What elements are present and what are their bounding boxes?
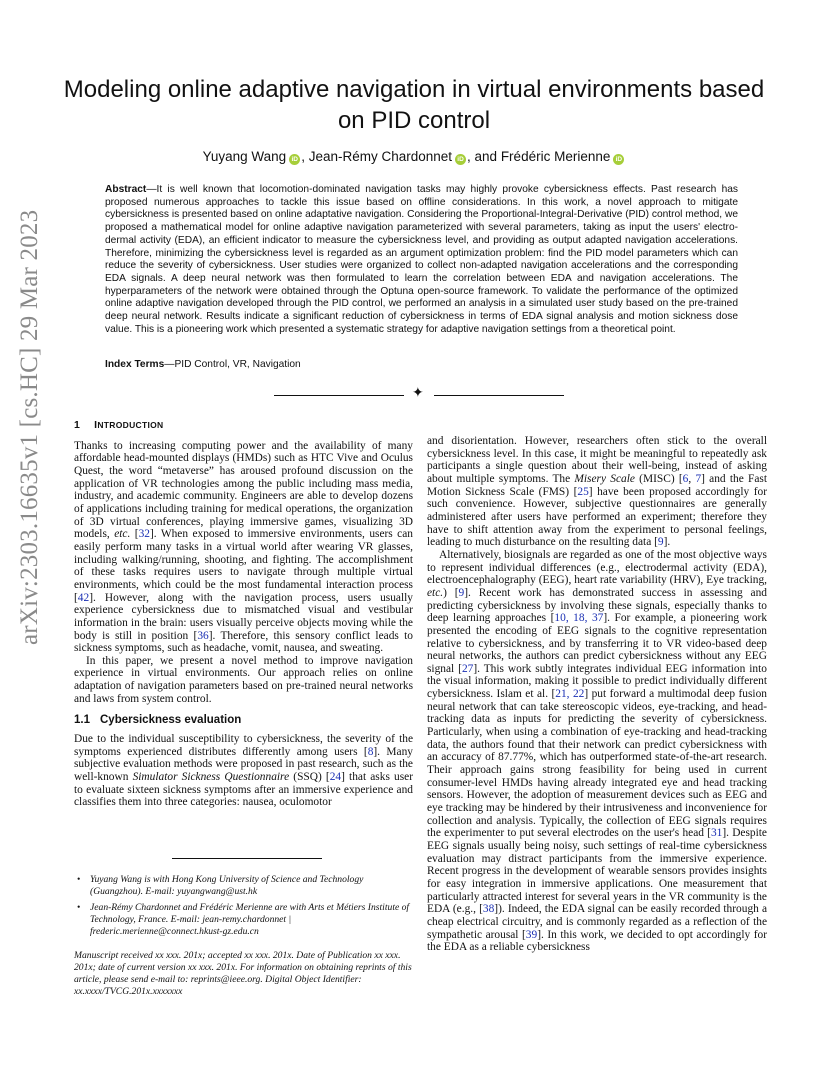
author-name: Jean-Rémy Chardonnet — [308, 149, 453, 164]
citation-link[interactable]: 27 — [461, 662, 474, 675]
citation-link[interactable]: 39 — [525, 928, 538, 941]
citation-link[interactable]: 25 — [577, 485, 589, 498]
citation-link[interactable]: 9 — [458, 586, 465, 599]
footnote-rule — [172, 858, 322, 859]
index-terms-text: —PID Control, VR, Navigation — [164, 359, 301, 370]
abstract-label: Abstract — [105, 184, 147, 195]
abstract-text: —It is well known that locomotion-dominated navigation tasks may highly provoke cybersickness effects. Past research has proposed numerous approaches to tackle this issue based on offline considerations. In this work, a novel approach to mitigate cybersickness is presented based on online adaptative navigation. Considering the Proportional-Integral-Derivative (PID) control method, we proposed a mathematical model for online adaptive navigation parameterized with several parameters, taking as input the users' electro-dermal activity (EDA), an efficient indicator to measure the cybersickness level, and providing as output adapted navigation accelerations. Therefore, minimizing the cybersickness level is regarded as an argument optimization problem: find the PID model parameters which can reduce the severity of cybersickness. User studies were organized to collect non-adapted navigation accelerations and the corresponding EDA signals. A deep neural network was then formulated to learn the correlation between EDA and navigation accelerations. The hyperparameters of the network were obtained through the Optuna open-source framework. To validate the performance of the optimized online adaptive navigation developed through the PID control, we performed an analysis in a simulated user study based on the pre-trained deep neural network. Results indicate a significant reduction of cybersickness in terms of EDA signal analysis and motion sickness dose value. This is a pioneering work which presented a systematic strategy for adaptive navigation settings from a theoretical point. — [105, 184, 738, 335]
citation-link[interactable]: 42 — [77, 591, 90, 604]
section-number: 1 — [74, 419, 81, 431]
citation-link[interactable]: 7 — [695, 472, 702, 485]
bullet-icon: • — [77, 874, 81, 885]
orcid-icon[interactable]: iD — [455, 154, 466, 165]
paragraph: Due to the individual susceptibility to cybersickness, the severity of the symptoms experienced distributes differently among users [8]. Many subjective evaluation methods were proposed in past research, such as the well-known Simulator Sickness Questionnaire (SSQ) [24] that asks user to evaluate sixteen sickness symptoms after an immersive experience and classifies them into three categories: nausea, oculomotor — [74, 733, 413, 809]
paper-title: Modeling online adaptive navigation in virtual environments based on PID control — [63, 76, 765, 134]
paragraph: and disorientation. However, researchers often stick to the overall cybersickness level. In this case, it might be meaningful to repeatedly ask participants a single question about their well-being, instead of asking about multiple symptoms. The Misery Scale (MISC) [6, 7] and the Fast Motion Sickness Scale (FMS) [25] have been proposed accordingly for such convenience. However, subjective questionnaires are generally administered after users have performed an experiment; therefore they have to shift attention away from the experiment to personal feelings, leading to much disturbance on the resulting data [9]. — [427, 435, 768, 549]
paragraph: Alternatively, biosignals are regarded as one of the most objective ways to represent individual differences (e.g., electrodermal activity (EDA), electroencephalography (EEG), heart rate variability (HRV), Eye tracking, etc.) [9]. Recent work has demonstrated success in assessing and predicting cybersickness by involving these signals, especially thanks to deep learning approaches [10, 18, 37]. For example, a pioneering work presented the encoding of EEG signals to the cognitive representation relative to cybersickness, and by transferring it to VR video-based deep neural networks, the authors can predict cybersickness without any EEG signal [27]. This work subtly integrates individual EEG information into the visual information, making it possible to predict individually different cybersickness. Islam et al. [21, 22] put forward a multimodal deep fusion neural network that can take stereoscopic videos, eye-tracking, and head-tracking data as inputs for predicting the severity of cybersickness. Particularly, when using a combination of eye-tracking and head-tracking data, the authors found that their network can predict cybersickness with an accuracy of 87.77%, which has outperformed state-of-the-art research. Their approach gains strong feasibility for being used in current consumer-level HMDs having already integrated eye and head tracking sensors. However, the adoption of measurement devices such as EEG and eye tracking may be hindered by their intrusiveness and inconvenience for collection and analysis. Typically, the collection of EEG signals requires the experimenter to put several electrodes on the user's head [31]. Despite EEG signals usually being noisy, such settings of real-time cybersickness evaluation may distract participants from the immersive experience. Recent progress in the development of wearable sensors provides insights for easy integration in immersive applications. One measurement that particularly attracted interest for several years in the VR community is the EDA (e.g., [38]). Indeed, the EDA signal can be easily recorded through a cheap electrical circuitry, and is commonly regarded as a reflection of the sympathetic arousal [39]. In this work, we decided to opt accordingly for the EDA as a reliable cybersickness — [427, 548, 768, 954]
footnotes — [74, 874, 413, 998]
citation-link[interactable]: 32 — [138, 528, 150, 541]
right-column — [427, 435, 767, 954]
author-list — [60, 149, 768, 165]
citation-link[interactable]: 8 — [367, 745, 374, 758]
index-terms — [105, 359, 738, 372]
citation-link[interactable]: 36 — [197, 629, 209, 642]
citation-link[interactable]: 9 — [657, 536, 664, 549]
divider-line-right — [434, 395, 564, 396]
abstract — [105, 184, 738, 336]
orcid-icon[interactable]: iD — [613, 154, 624, 165]
subsection-heading-cybersickness-evaluation: 1.1 Cybersickness evaluation — [74, 714, 242, 727]
citation-link[interactable]: 10, 18, 37 — [554, 612, 604, 625]
citation-link[interactable]: 6 — [682, 472, 689, 485]
citation-link[interactable]: 24 — [329, 771, 342, 784]
author-name: Yuyang Wang — [202, 149, 287, 164]
author-separator: , and — [467, 149, 501, 164]
author-separator: , — [301, 149, 309, 164]
footnote-item: • Yuyang Wang is with Hong Kong University of Science and Technology (Guangzhou). E-mail: yuyangwang@ust.hk — [77, 874, 364, 897]
paragraph: Thanks to increasing computing power and the availability of many affordable head-mounted displays (HMDs) such as HTC Vive and Oculus Quest, the word “metaverse” has aroused profound discussion on the application of VR technologies among the public including mass media, industry, and academic community. Engineers are able to develop dozens of applications including training for medical operations, the organization of 3D virtual conferences, playing immersive games, visualizing 3D models, etc. [32]. When exposed to immersive environments, users can easily perform many tasks in a virtual world after wearing VR glasses, including walking/running, shooting, and fighting. The accomplishment of these tasks requires users to navigate through multiple virtual environments, which could be the most fundamental interaction process [42]. However, along with the navigation process, users usually experience cybersickness due to mismatched visual and vestibular information in the brain: users visually perceive objects moving while the body is still in position [36]. Therefore, this sensory conflict leads to sickness symptoms, such as headache, vomit, nausea, and sweating. — [74, 439, 413, 655]
arxiv-identifier: arXiv:2303.16635v1 [cs.HC] 29 Mar 2023 — [16, 209, 43, 645]
section-heading-introduction — [74, 419, 413, 432]
section-title-initial: I — [94, 419, 98, 431]
index-terms-label: Index Terms — [105, 359, 165, 370]
author-name: Frédéric Merienne — [500, 149, 611, 164]
citation-link[interactable]: 38 — [482, 903, 495, 916]
divider-star-icon: ✦ — [412, 386, 424, 401]
section-title-rest: NTRODUCTION — [97, 420, 164, 430]
manuscript-note: Manuscript received xx xxx. 201x; accepted xx xxx. 201x. Date of Publication xx xxx. 201x; date of current version xx xxx. 201x. For information on obtaining reprints of this article, please send e-mail to: reprints@ieee.org. Digital Object Identifier: xx.xxxx/TVCG.201x.xxxxxxx — [74, 950, 412, 997]
bullet-icon: • — [77, 902, 81, 913]
divider-line-left — [274, 395, 404, 396]
left-column — [74, 419, 413, 809]
footnote-item: • Jean-Rémy Chardonnet and Frédéric Merienne are with Arts et Métiers Institute of Technology, France. E-mail: jean-remy.chardonnet | frederic.merienne@connect.hkust-gz.edu.cn — [77, 902, 410, 937]
orcid-icon[interactable]: iD — [289, 154, 300, 165]
section-divider — [274, 388, 564, 402]
citation-link[interactable]: 31 — [710, 827, 723, 840]
citation-link[interactable]: 21, 22 — [555, 688, 585, 701]
paragraph: In this paper, we present a novel method to improve navigation experience in virtual environments. Our approach relies on online adaptation of navigation parameters based on pre-trained neural networks and laws from system control. — [74, 654, 413, 705]
